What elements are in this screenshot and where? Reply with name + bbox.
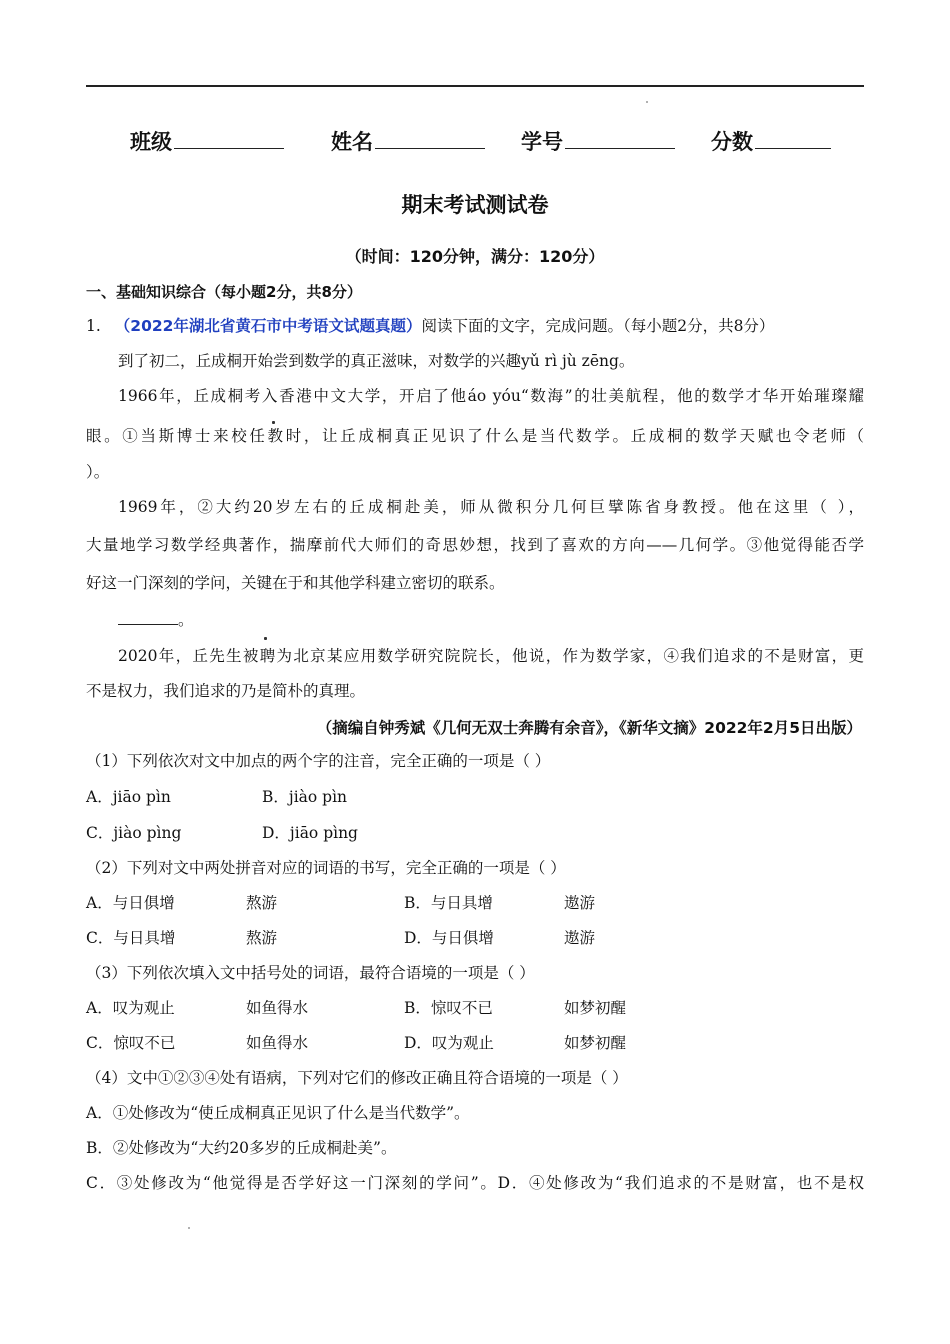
subquestion-1-option-a[interactable]: A．jiāo pìn	[86, 788, 171, 806]
subquestion-3-stem: （3）下列依次填入文中括号处的词语，最符合语境的一项是（ ）	[86, 964, 535, 982]
subquestion-2-stem: （2）下列对文中两处拼音对应的词语的书写，完全正确的一项是（ ）	[86, 859, 566, 877]
question-1-header	[86, 315, 774, 337]
name-field[interactable]	[331, 126, 485, 156]
passage-blank-line[interactable]	[118, 609, 194, 631]
emphasis-dot	[272, 421, 275, 424]
passage-paragraph-3-line-2: 大量地学习数学经典著作，揣摩前代大师们的奇思妙想，找到了喜欢的方向——几何学。③他觉得能否学	[86, 536, 864, 554]
score-field[interactable]	[711, 126, 831, 156]
scan-dot	[188, 1227, 190, 1229]
subquestion-3-option-b-word: 如梦初醒	[564, 999, 627, 1017]
passage-paragraph-2-line-1: 1966年，丘成桐考入香港中文大学，开启了他áo yóu“数海”的壮美航程，他的数学才华开始璀璨耀	[118, 387, 864, 405]
score-blank[interactable]	[755, 128, 831, 149]
subquestion-4-option-b[interactable]: B．②处修改为“大约20多岁的丘成桐赴美”。	[86, 1139, 397, 1157]
blank-line-end: 。	[178, 611, 194, 629]
subquestion-1-option-b[interactable]: B．jiào pìn	[262, 788, 348, 806]
student-id-blank[interactable]	[565, 128, 675, 149]
fill-in-blank[interactable]	[118, 610, 178, 625]
student-id-label: 学号	[521, 130, 563, 154]
subquestion-3-option-d-word: 如梦初醒	[564, 1034, 627, 1052]
class-field[interactable]	[130, 126, 284, 156]
passage-paragraph-2-line-2: 眼。①当斯博士来校任教时，让丘成桐真正见识了什么是当代数学。丘成桐的数学天赋也令老师（	[86, 427, 864, 445]
passage-paragraph-3-line-1: 1969年，②大约20岁左右的丘成桐赴美，师从微积分几何巨擘陈省身教授。他在这里（ ），	[118, 498, 864, 516]
student-info-row	[0, 126, 950, 160]
subquestion-2-option-c-word: 熬游	[246, 929, 278, 947]
score-label: 分数	[711, 130, 753, 154]
subquestion-3-option-c-word: 如鱼得水	[246, 1034, 309, 1052]
subquestion-3-option-a-word: 如鱼得水	[246, 999, 309, 1017]
subquestion-4-option-a[interactable]: A．①处修改为“使丘成桐真正见识了什么是当代数学”。	[86, 1104, 470, 1122]
subquestion-2-option-b-word: 遨游	[564, 894, 596, 912]
subquestion-1-option-c[interactable]: C．jiào pìng	[86, 824, 182, 842]
subquestion-2-option-d-word: 遨游	[564, 929, 596, 947]
section-heading: 一、基础知识综合（每小题2分，共8分）	[86, 283, 362, 301]
subquestion-2-option-a-word: 熬游	[246, 894, 278, 912]
name-label: 姓名	[331, 130, 373, 154]
passage-paragraph-1: 到了初二，丘成桐开始尝到数学的真正滋味，对数学的兴趣yǔ rì jù zēng。	[118, 352, 635, 370]
subquestion-1-stem: （1）下列依次对文中加点的两个字的注音，完全正确的一项是（ ）	[86, 752, 551, 770]
student-id-field[interactable]	[521, 126, 675, 156]
subquestion-4-stem: （4）文中①②③④处有语病，下列对它们的修改正确且符合语境的一项是（ ）	[86, 1069, 628, 1087]
top-rule	[86, 85, 864, 87]
subquestion-3-option-c[interactable]: C．惊叹不已	[86, 1034, 176, 1052]
passage-paragraph-5-line-1: 2020年，丘先生被聘为北京某应用数学研究院院长，他说，作为数学家，④我们追求的不是财富，更	[118, 647, 864, 665]
question-instruction: 阅读下面的文字，完成问题。（每小题2分，共8分）	[421, 317, 775, 335]
subquestion-2-option-d[interactable]: D．与日俱增	[404, 929, 494, 947]
passage-source-note: （摘编自钟秀斌《几何无双士奔腾有余音》，《新华文摘》2022年2月5日出版）	[316, 719, 862, 737]
passage-paragraph-2-line-3: ）。	[86, 463, 110, 481]
subquestion-3-option-b[interactable]: B．惊叹不已	[404, 999, 493, 1017]
subquestion-2-option-c[interactable]: C．与日具增	[86, 929, 176, 947]
class-label: 班级	[130, 130, 172, 154]
subquestion-2-option-a[interactable]: A．与日俱增	[86, 894, 175, 912]
question-number: 1.	[86, 317, 101, 335]
subquestion-3-option-d[interactable]: D．叹为观止	[404, 1034, 494, 1052]
passage-paragraph-3-line-3: 好这一门深刻的学问，关键在于和其他学科建立密切的联系。	[86, 574, 505, 592]
exam-time-score: （时间：120分钟，满分：120分）	[345, 247, 605, 266]
subquestion-4-option-c-d[interactable]: C．③处修改为“他觉得是否学好这一门深刻的学问”。D．④处修改为“我们追求的不是财富，也不是权	[86, 1174, 864, 1192]
subquestion-2-option-b[interactable]: B．与日具增	[404, 894, 493, 912]
question-source: （2022年湖北省黄石市中考语文试题真题）	[114, 317, 422, 335]
scan-dot	[646, 101, 648, 103]
emphasis-dot	[264, 637, 267, 640]
subquestion-3-option-a[interactable]: A．叹为观止	[86, 999, 175, 1017]
passage-paragraph-5-line-2: 不是权力，我们追求的乃是简朴的真理。	[86, 682, 366, 700]
page-title: 期末考试测试卷	[401, 193, 549, 217]
subquestion-1-option-d[interactable]: D．jiāo pìng	[262, 824, 358, 842]
name-blank[interactable]	[375, 128, 485, 149]
class-blank[interactable]	[174, 128, 284, 149]
